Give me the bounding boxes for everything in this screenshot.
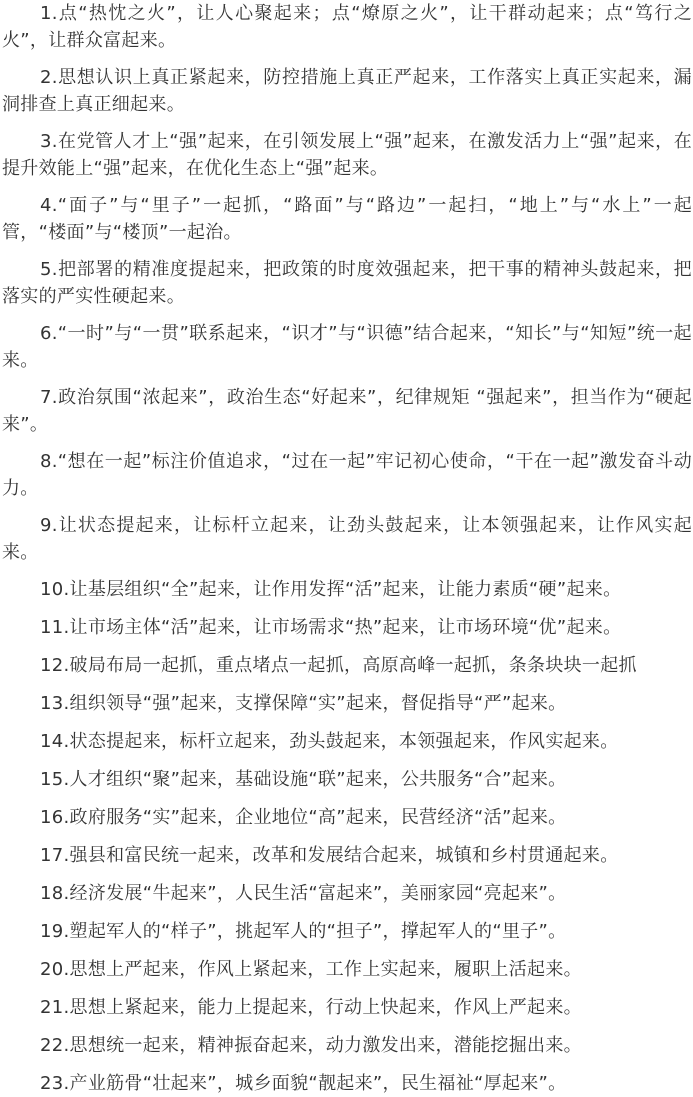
paragraph-3: 3.在党管人才上“强”起来，在引领发展上“强”起来，在激发活力上“强”起来，在提升效能上“强”起来，在优化生态上“强”起来。 [2,131,692,179]
paragraph-23: 23.产业筋骨“壮起来”，城乡面貌“靓起来”，民生福祉“厚起来”。 [40,1073,567,1094]
paragraph-16: 16.政府服务“实”起来，企业地位“高”起来，民营经济“活”起来。 [40,807,567,828]
paragraph-2: 2.思想认识上真正紧起来，防控措施上真正严起来，工作落实上真正实起来，漏洞排查上真正细起来。 [2,67,692,115]
paragraph-4: 4.“面子”与“里子”一起抓，“路面”与“路边”一起扫，“地上”与“水上”一起管，“楼面”与“楼顶”一起治。 [2,195,692,243]
paragraph-11: 11.让市场主体“活”起来，让市场需求“热”起来，让市场环境“优”起来。 [40,617,622,638]
paragraph-8: 8.“想在一起”标注价值追求，“过在一起”牢记初心使命，“干在一起”激发奋斗动力。 [2,451,692,499]
paragraph-19: 19.塑起军人的“样子”，挑起军人的“担子”，撑起军人的“里子”。 [40,921,567,942]
paragraph-15: 15.人才组织“聚”起来，基础设施“联”起来，公共服务“合”起来。 [40,769,567,790]
paragraph-13: 13.组织领导“强”起来，支撑保障“实”起来，督促指导“严”起来。 [40,693,567,714]
paragraph-1: 1.点“热忱之火”，让人心聚起来；点“燎原之火”，让干群动起来；点“笃行之火”，让群众富起来。 [2,3,692,51]
paragraph-6: 6.“一时”与“一贯”联系起来，“识才”与“识德”结合起来，“知长”与“知短”统一起来。 [2,323,692,371]
paragraph-20: 20.思想上严起来，作风上紧起来，工作上实起来，履职上活起来。 [40,959,582,980]
paragraph-5: 5.把部署的精准度提起来，把政策的时度效强起来，把干事的精神头鼓起来，把落实的严实性硬起来。 [2,259,692,307]
paragraph-17: 17.强县和富民统一起来，改革和发展结合起来，城镇和乡村贯通起来。 [40,845,619,866]
paragraph-14: 14.状态提起来，标杆立起来，劲头鼓起来，本领强起来，作风实起来。 [40,731,619,752]
paragraph-12: 12.破局布局一起抓，重点堵点一起抓，高原高峰一起抓，条条块块一起抓 [40,655,637,676]
paragraph-10: 10.让基层组织“全”起来，让作用发挥“活”起来，让能力素质“硬”起来。 [40,579,622,600]
paragraph-7: 7.政治氛围“浓起来”，政治生态“好起来”，纪律规矩 “强起来”，担当作为“硬起来”。 [2,387,692,435]
paragraph-9: 9.让状态提起来，让标杆立起来，让劲头鼓起来，让本领强起来，让作风实起来。 [2,515,692,563]
paragraph-18: 18.经济发展“牛起来”，人民生活“富起来”，美丽家园“亮起来”。 [40,883,567,904]
paragraph-21: 21.思想上紧起来，能力上提起来，行动上快起来，作风上严起来。 [40,997,582,1018]
paragraph-22: 22.思想统一起来，精神振奋起来，动力激发出来，潜能挖掘出来。 [40,1035,582,1056]
